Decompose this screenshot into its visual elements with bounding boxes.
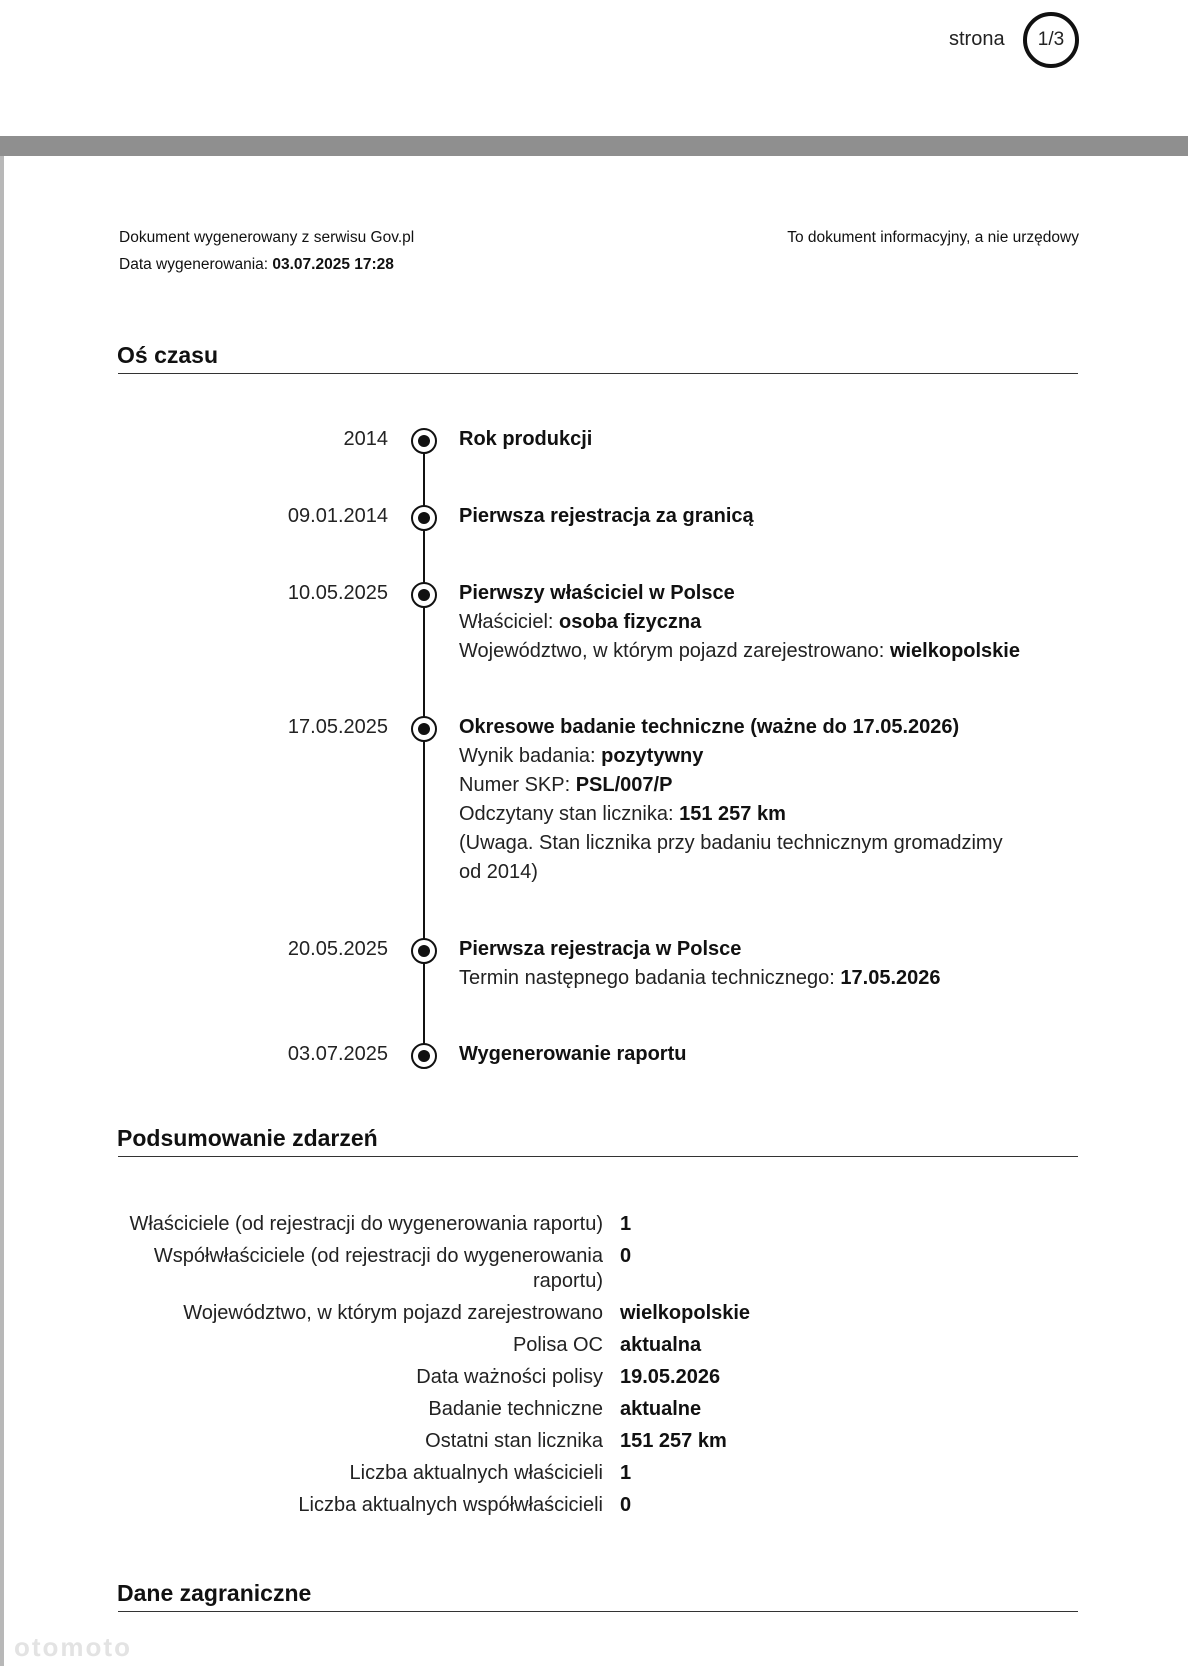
summary-value: 1: [620, 1462, 632, 1484]
timeline-detail: [459, 964, 1029, 993]
summary-row: [119, 1301, 750, 1326]
timeline-title: Pierwsza rejestracja za granicą: [459, 505, 754, 527]
summary-label: Polisa OC: [512, 1334, 603, 1356]
summary-label: Liczba aktualnych właścicieli: [349, 1462, 603, 1484]
summary-value: 19.05.2026: [620, 1366, 721, 1388]
generated-label: Data wygenerowania:: [119, 256, 269, 273]
summary-value: 151 257 km: [620, 1430, 727, 1452]
generated-date-line: [119, 251, 414, 278]
detail-value: wielkopolskie: [889, 640, 1020, 662]
summary-table: [119, 1212, 750, 1525]
timeline-dot-icon: [411, 428, 437, 454]
disclaimer: To dokument informacyjny, a nie urzędowy: [787, 229, 1079, 246]
detail-value: 151 257 km: [679, 803, 786, 825]
page-separator: [0, 136, 1188, 156]
summary-value: 0: [620, 1494, 632, 1516]
watermark-logo: otomoto: [14, 1632, 132, 1662]
timeline-title: Pierwszy właściciel w Polsce: [459, 582, 735, 604]
foreign-section-rule: [118, 1611, 1078, 1612]
detail-value: pozytywny: [601, 745, 704, 767]
summary-value: aktualne: [620, 1398, 702, 1420]
summary-row: [119, 1333, 750, 1358]
timeline-detail: [459, 771, 1029, 800]
timeline-detail: [459, 608, 1029, 637]
page-number: 1/3: [1037, 29, 1065, 50]
detail-label: Województwo, w którym pojazd zarejestrowano:: [459, 640, 885, 662]
summary-label: Badanie techniczne: [428, 1398, 603, 1420]
timeline-detail: [459, 800, 1029, 829]
detail-label: Odczytany stan licznika:: [459, 803, 674, 825]
detail-label: Wynik badania:: [459, 745, 596, 767]
detail-value: osoba fizyczna: [559, 611, 702, 633]
timeline-title: Wygenerowanie raportu: [459, 1043, 687, 1065]
timeline-dot-icon: [411, 716, 437, 742]
timeline-date: 2014: [343, 428, 388, 450]
foreign-section-title: Dane zagraniczne: [117, 1580, 312, 1606]
source-text: Dokument wygenerowany z serwisu Gov.pl: [119, 229, 415, 246]
summary-section-rule: [118, 1156, 1078, 1157]
timeline-date: 20.05.2025: [287, 938, 388, 960]
timeline-dot-icon: [411, 505, 437, 531]
summary-value: wielkopolskie: [620, 1302, 751, 1324]
page-label: strona: [949, 28, 1005, 50]
summary-row: [119, 1493, 750, 1518]
timeline-title: Rok produkcji: [459, 428, 593, 450]
generated-value: 03.07.2025 17:28: [272, 256, 394, 273]
detail-label: Numer SKP:: [459, 774, 571, 796]
summary-value: aktualna: [620, 1334, 702, 1356]
document-source-header: [119, 224, 414, 278]
previous-page-bottom: [0, 0, 1188, 136]
timeline-detail: [459, 637, 1029, 666]
summary-label: Data ważności polisy: [416, 1366, 603, 1388]
timeline-title: Okresowe badanie techniczne (ważne do 17.05.2026): [459, 716, 960, 738]
timeline-date: 03.07.2025: [287, 1043, 388, 1065]
timeline-detail: [459, 742, 1029, 771]
timeline-note: (Uwaga. Stan licznika przy badaniu technicznym gromadzimy od 2014): [459, 832, 1003, 883]
timeline-date: 09.01.2014: [287, 505, 388, 527]
summary-row: [119, 1397, 750, 1422]
summary-section-title: Podsumowanie zdarzeń: [117, 1125, 378, 1151]
summary-row: [119, 1212, 750, 1237]
timeline-date: 10.05.2025: [287, 582, 388, 604]
detail-label: Termin następnego badania technicznego:: [459, 967, 835, 989]
summary-value: 1: [620, 1213, 632, 1235]
summary-row: [119, 1365, 750, 1390]
detail-value: 17.05.2026: [840, 967, 941, 989]
timeline-dot-icon: [411, 1043, 437, 1069]
summary-label: Ostatni stan licznika: [425, 1430, 603, 1452]
summary-label: Liczba aktualnych współwłaścicieli: [298, 1494, 603, 1516]
detail-label: Właściciel:: [459, 611, 554, 633]
timeline-section-title: Oś czasu: [117, 342, 218, 368]
summary-row: [119, 1461, 750, 1486]
page-left-edge: [0, 0, 4, 1666]
summary-row: [119, 1429, 750, 1454]
summary-label: Współwłaściciele (od rejestracji do wygenerowania raportu): [153, 1245, 603, 1292]
timeline-date: 17.05.2025: [287, 716, 388, 738]
timeline-section-rule: [118, 373, 1078, 374]
summary-label: Właściciele (od rejestracji do wygenerowania raportu): [129, 1213, 603, 1235]
page-number-badge: [1023, 12, 1079, 68]
timeline-dot-icon: [411, 582, 437, 608]
summary-row: [119, 1244, 750, 1294]
timeline-dot-icon: [411, 938, 437, 964]
summary-label: Województwo, w którym pojazd zarejestrowano: [183, 1302, 603, 1324]
detail-value: PSL/007/P: [575, 774, 673, 796]
timeline-title: Pierwsza rejestracja w Polsce: [459, 938, 742, 960]
summary-value: 0: [620, 1245, 632, 1267]
